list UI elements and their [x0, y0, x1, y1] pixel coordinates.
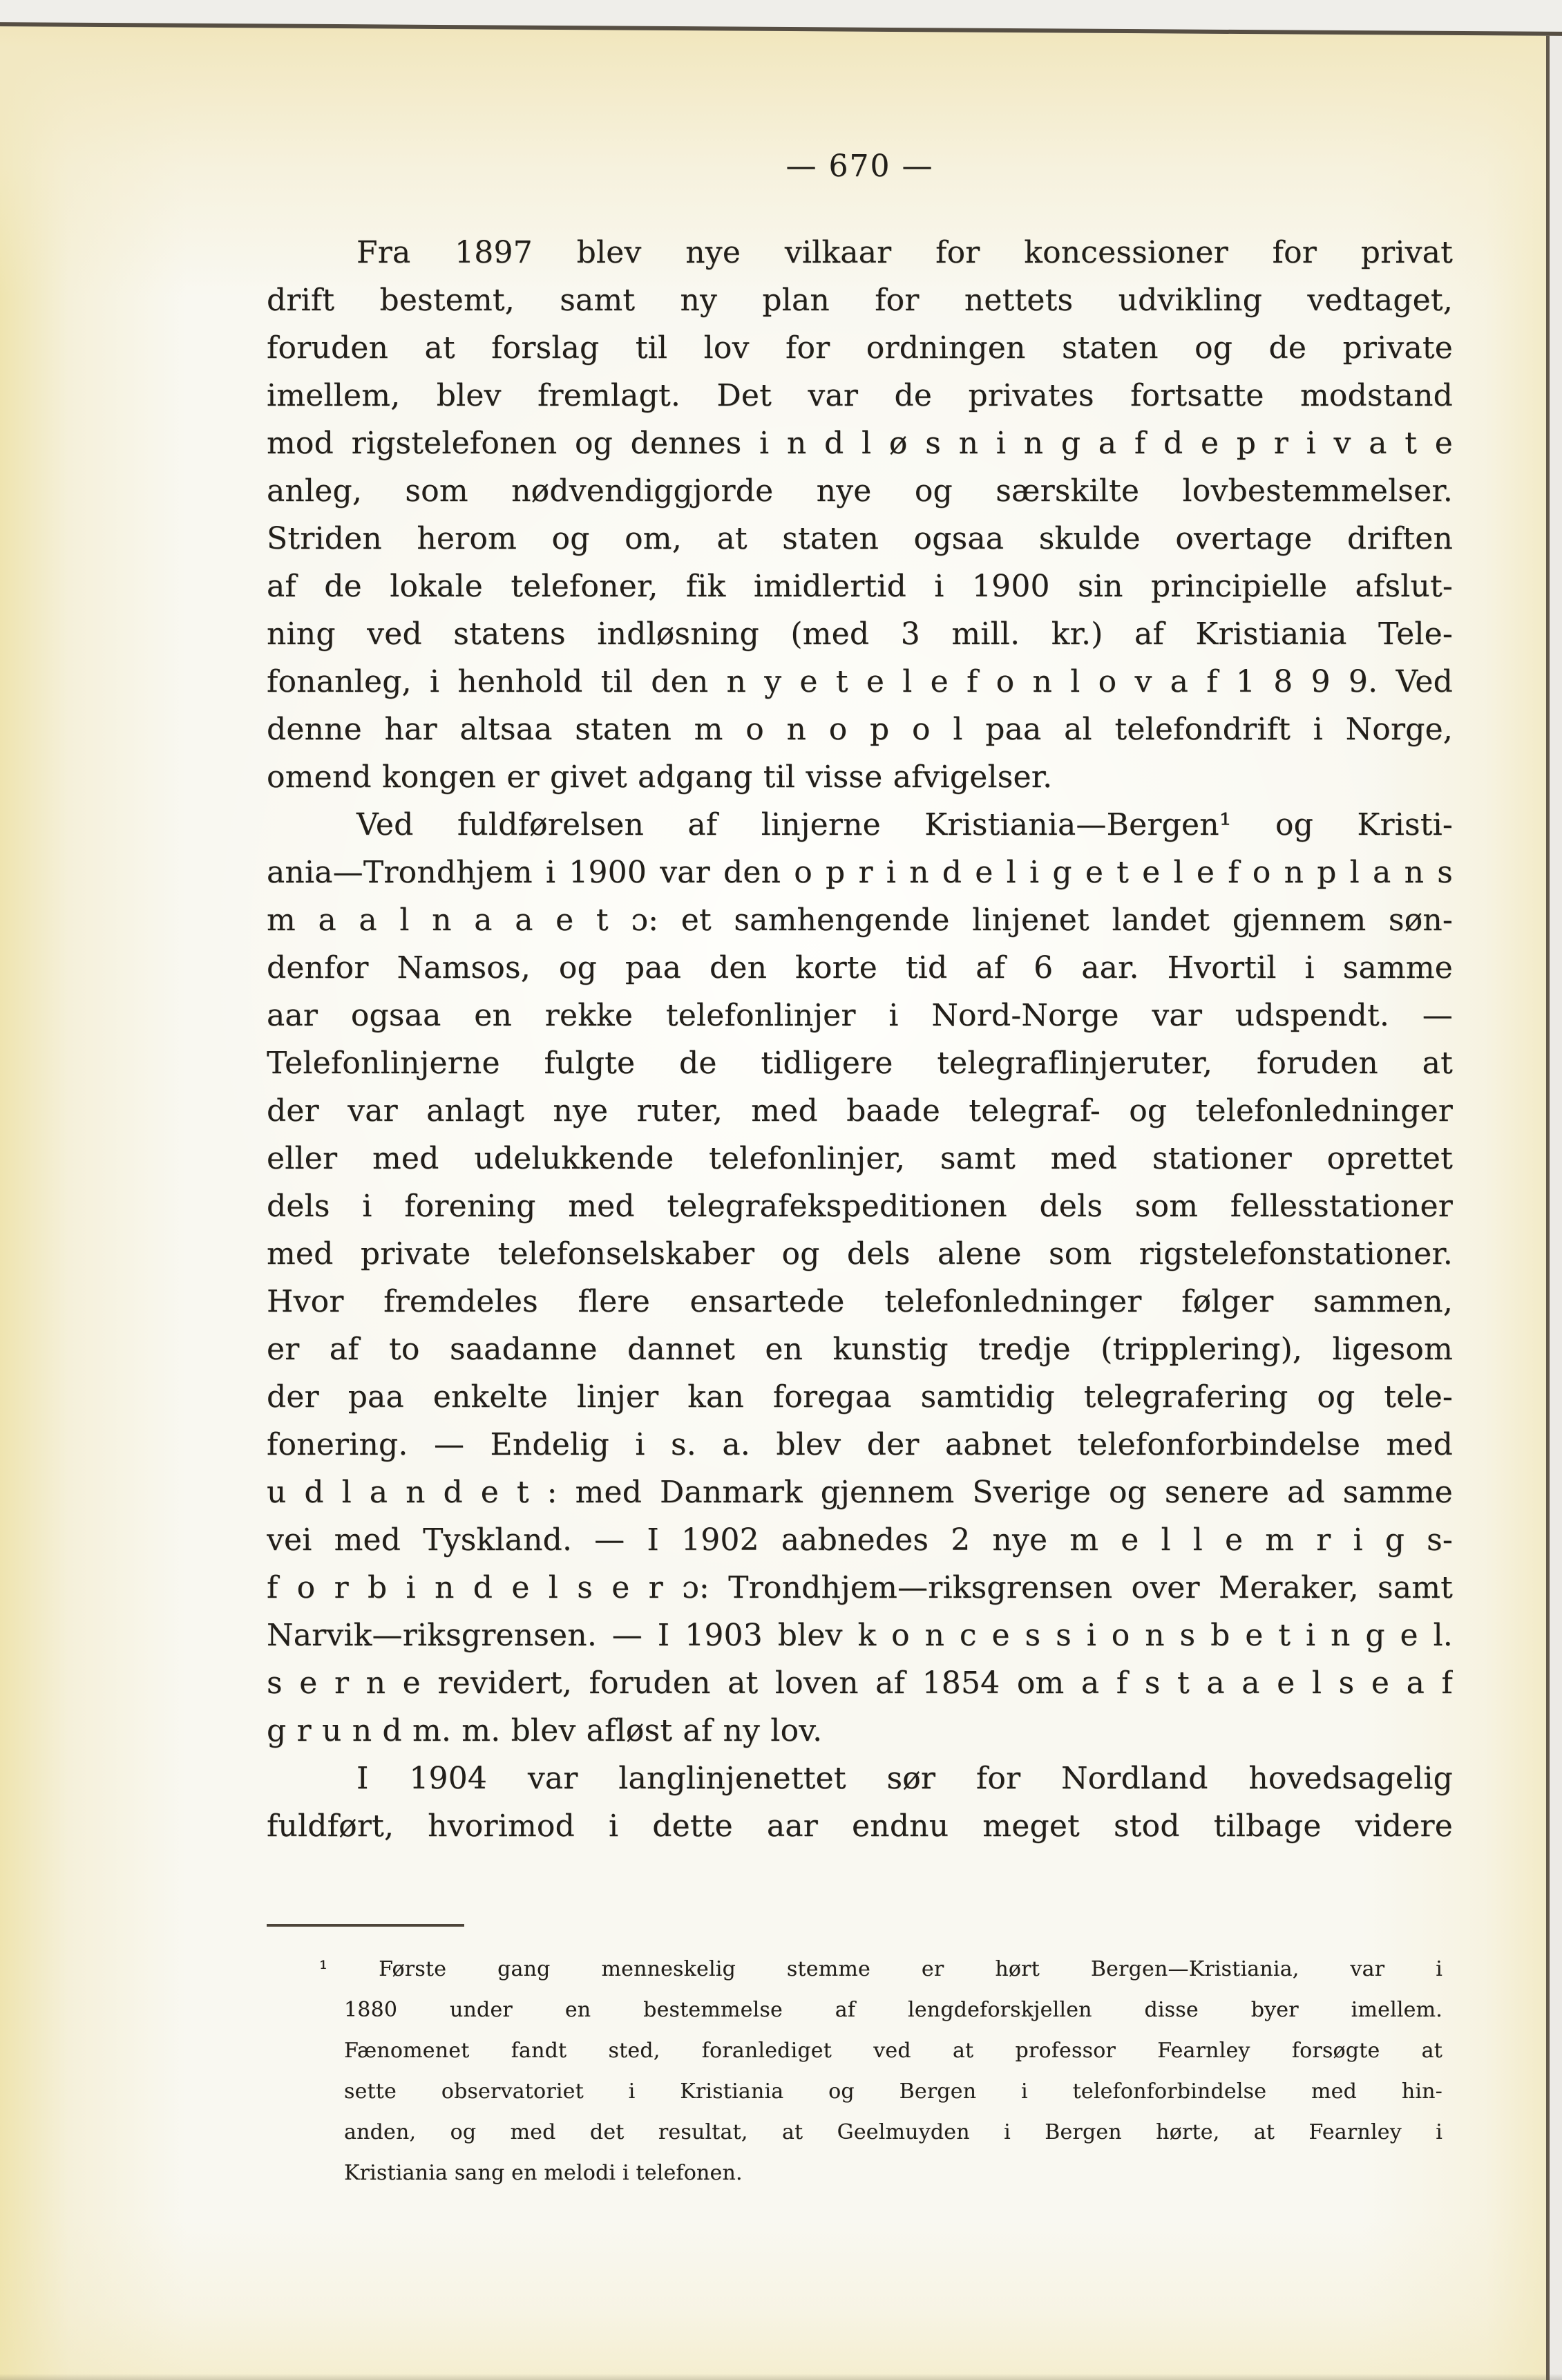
- text-line: af de lokale telefoner, fik imidlertid i 1900 sin principielle afslut-: [267, 569, 1453, 604]
- text-line: der paa enkelte linjer kan foregaa samtidig telegrafering og tele-: [267, 1379, 1453, 1415]
- text-line: I 1904 var langlinjenettet sør for Nordland hovedsagelig: [356, 1761, 1453, 1796]
- footnote-line: 1880 under en bestemmelse af lengdeforskjellen disse byer imellem.: [344, 1998, 1442, 2022]
- text-line: denfor Namsos, og paa den korte tid af 6 aar. Hvortil i samme: [267, 950, 1453, 985]
- footnote-separator: [267, 1924, 464, 1927]
- text-line: Ved fuldførelsen af linjerne Kristiania—Bergen¹ og Kristi-: [356, 807, 1453, 842]
- footnote-block: [319, 1949, 1442, 2193]
- main-text-block: [267, 229, 1453, 1850]
- footnote-line: Kristiania sang en melodi i telefonen.: [344, 2161, 743, 2185]
- text-line: fonering. — Endelig i s. a. blev der aabnet telefonforbindelse med: [267, 1427, 1453, 1462]
- text-line: ania—Trondhjem i 1900 var den o p r i n d e l i g e t e l e f o n p l a n s: [267, 855, 1453, 890]
- text-line: Striden herom og om, at staten ogsaa skulde overtage driften: [267, 521, 1453, 556]
- text-line: er af to saadanne dannet en kunstig tredje (tripplering), ligesom: [267, 1332, 1453, 1367]
- text-line: eller med udelukkende telefonlinjer, samt med stationer oprettet: [267, 1141, 1453, 1176]
- text-line: der var anlagt nye ruter, med baade telegraf- og telefonledninger: [267, 1093, 1453, 1128]
- text-line: dels i forening med telegrafekspeditionen dels som fellesstationer: [267, 1189, 1453, 1224]
- text-line: fonanleg, i henhold til den n y e t e l e f o n l o v a f 1 8 9 9. Ved: [267, 664, 1453, 699]
- text-line: Hvor fremdeles flere ensartede telefonledninger følger sammen,: [267, 1284, 1453, 1319]
- text-line: s e r n e revidert, foruden at loven af 1854 om a f s t a a e l s e a f: [267, 1665, 1453, 1701]
- text-line: denne har altsaa staten m o n o p o l paa al telefondrift i Norge,: [267, 712, 1453, 747]
- text-line: mod rigstelefonen og dennes i n d l ø s n i n g a f d e p r i v a t e: [267, 426, 1453, 461]
- text-line: drift bestemt, samt ny plan for nettets udvikling vedtaget,: [267, 283, 1453, 318]
- text-line: fuldført, hvorimod i dette aar endnu meget stod tilbage videre: [267, 1808, 1453, 1844]
- text-line: med private telefonselskaber og dels alene som rigstelefonstationer.: [267, 1236, 1453, 1272]
- text-line: Telefonlinjerne fulgte de tidligere telegraflinjeruter, foruden at: [267, 1046, 1453, 1081]
- page-number: — 670 —: [785, 149, 934, 184]
- text-line: imellem, blev fremlagt. Det var de privates fortsatte modstand: [267, 378, 1453, 413]
- footnote-line: Fænomenet fandt sted, foranlediget ved at professor Fearnley forsøgte at: [344, 2039, 1442, 2063]
- text-line: omend kongen er givet adgang til visse afvigelser.: [267, 759, 1053, 795]
- text-line: u d l a n d e t : med Danmark gjennem Sverige og senere ad samme: [267, 1475, 1453, 1510]
- footnote-line: sette observatoriet i Kristiania og Bergen i telefonforbindelse med hin-: [344, 2079, 1442, 2104]
- scan-edge-top: [0, 0, 1562, 36]
- scan-edge-right: [1546, 0, 1562, 2380]
- text-line: Fra 1897 blev nye vilkaar for koncessioner for privat: [356, 235, 1453, 270]
- text-line: vei med Tyskland. — I 1902 aabnedes 2 nye m e l l e m r i g s-: [267, 1522, 1453, 1558]
- text-line: Narvik—riksgrensen. — I 1903 blev k o n c e s s i o n s b e t i n g e l.: [267, 1618, 1453, 1653]
- text-line: ning ved statens indløsning (med 3 mill. kr.) af Kristiania Tele-: [267, 616, 1453, 652]
- text-line: f o r b i n d e l s e r ɔ: Trondhjem—riksgrensen over Meraker, samt: [267, 1570, 1453, 1605]
- text-line: m a a l n a a e t ɔ: et samhengende linjenet landet gjennem søn-: [267, 903, 1453, 938]
- scan-edge-bottom: [0, 2374, 1562, 2380]
- text-line: foruden at forslag til lov for ordningen staten og de private: [267, 330, 1453, 366]
- footnote-line: ¹ Første gang menneskelig stemme er hørt Bergen—Kristiania, var i: [319, 1957, 1442, 1981]
- text-line: g r u n d m. m. blev afløst af ny lov.: [267, 1713, 823, 1748]
- text-line: aar ogsaa en rekke telefonlinjer i Nord-Norge var udspendt. —: [267, 998, 1453, 1033]
- footnote-line: anden, og med det resultat, at Geelmuyden i Bergen hørte, at Fearnley i: [344, 2120, 1442, 2144]
- text-line: anleg, som nødvendiggjorde nye og særskilte lovbestemmelser.: [267, 473, 1453, 509]
